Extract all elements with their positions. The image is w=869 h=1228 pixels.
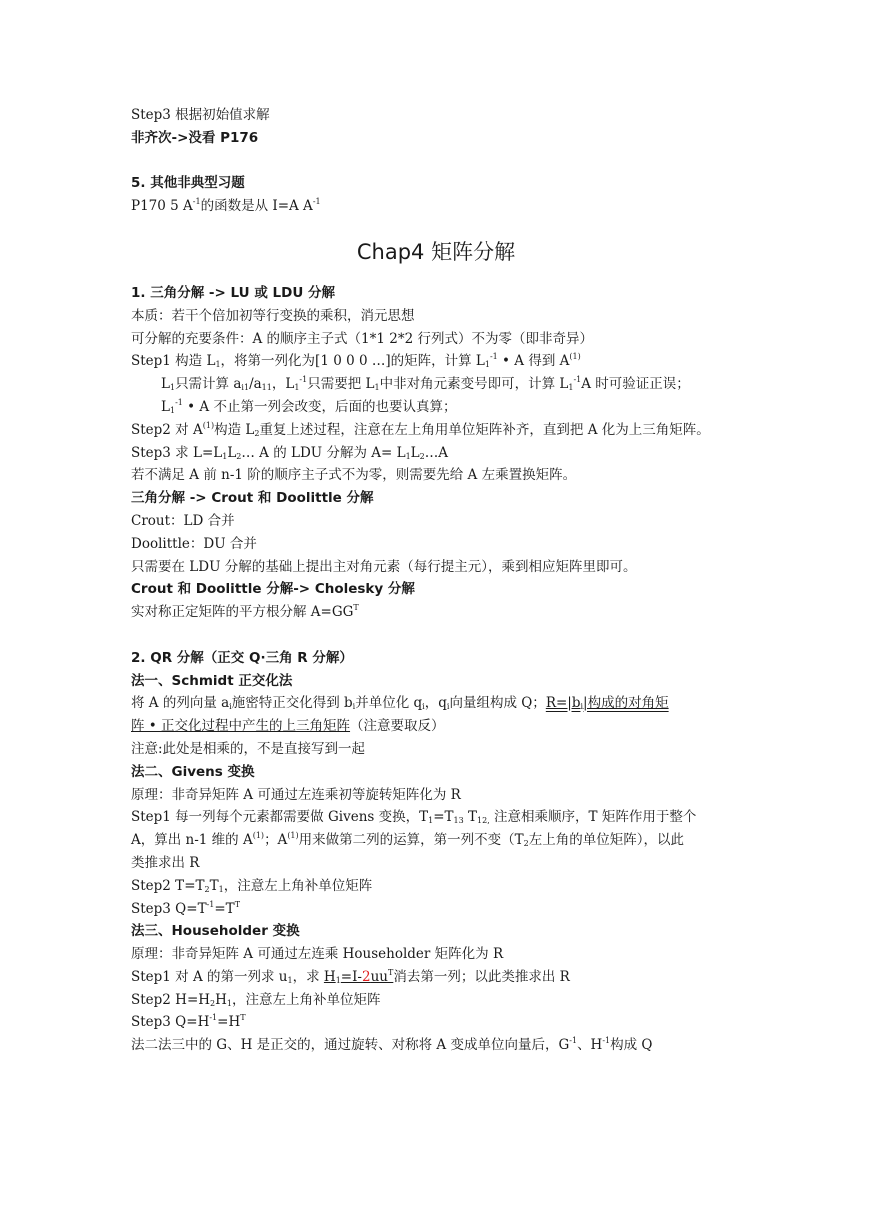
method2-step1-line1	[131, 806, 741, 829]
s1-step3	[131, 442, 741, 465]
subscript: 1	[568, 383, 574, 393]
spacer	[131, 150, 741, 173]
superscript: (1)	[287, 831, 299, 841]
subscript: 2	[254, 428, 260, 438]
text: Step2 对 A	[131, 421, 203, 438]
subscript: 1	[226, 998, 233, 1008]
method3-step3	[131, 1011, 741, 1034]
superscript: -1	[602, 1036, 611, 1046]
subscript: 1	[222, 451, 228, 461]
subscript: 1	[484, 360, 490, 370]
text: /a	[249, 376, 262, 393]
s1-note2	[131, 396, 741, 419]
superscript: T	[353, 603, 359, 613]
text: （注意要取反）	[350, 718, 445, 735]
superscript: -1	[299, 375, 308, 385]
text: 法二法三中的 G、H 是正交的，通过旋转、对称将 A 变成单位向量后，G	[131, 1037, 570, 1054]
superscript: -1	[209, 1013, 218, 1023]
subscript: 1	[294, 383, 300, 393]
text: 实对称正定矩阵的平方根分解 A=GG	[131, 604, 354, 621]
subscript: i	[422, 702, 425, 712]
document-page	[131, 104, 741, 1057]
text: ，将第一列化为[1 0 0 0 …]的矩阵，计算 L	[220, 353, 485, 370]
text: 、H	[577, 1037, 603, 1054]
s1-essence: 本质：若干个倍加初等行变换的乘积，消元思想	[131, 307, 415, 324]
crout-line: Crout：LD 合并	[131, 512, 235, 529]
subscript: 1	[335, 975, 341, 985]
text: Step2 H=H	[131, 991, 211, 1008]
text: ，q	[424, 695, 447, 712]
text: R=|b	[545, 695, 581, 712]
text: • A 不止第一列会改变，后面的也要认真算；	[182, 398, 457, 415]
text: ，注意左上角补单位矩阵	[232, 991, 381, 1008]
text: T	[463, 809, 478, 826]
text: L	[227, 444, 237, 461]
text: 用来做第二列的运算，第一列不变（T	[298, 832, 524, 849]
subscript: 13	[453, 816, 464, 826]
method2-step1-line2	[131, 829, 741, 852]
s2-heading: 2. QR 分解（正交 Q·三角 R 分解）	[131, 649, 353, 666]
text: H	[215, 991, 227, 1008]
text: H	[323, 968, 336, 985]
text: ，求	[292, 968, 324, 985]
subscript: i1	[241, 383, 250, 393]
text: • A 得到 A	[497, 353, 570, 370]
superscript: T	[240, 1013, 246, 1023]
s1-step1	[131, 350, 741, 373]
superscript: T	[234, 899, 241, 909]
section5-heading: 5. 其他非典型习题	[131, 175, 245, 192]
text: 构造 L	[214, 421, 255, 438]
superscript: (1)	[569, 352, 581, 362]
text: L	[410, 444, 420, 461]
subscript: 1	[169, 383, 176, 393]
text: =T	[214, 900, 235, 917]
text: 只需计算 a	[175, 376, 242, 393]
superscript: -1	[192, 197, 201, 207]
text: … A 的 LDU 分解为 A= L	[241, 444, 406, 461]
text: Step1 每一列每个元素都需要做 Givens 变换，T	[131, 809, 429, 826]
text: 向量组构成 Q；	[449, 695, 546, 712]
text: A，算出 n-1 维的 A	[131, 832, 253, 849]
summary-line	[131, 1034, 741, 1057]
text: Step1 构造 L	[131, 353, 216, 370]
text: 消去第一列；以此类推求出 R	[393, 968, 570, 985]
subscript: i	[352, 702, 356, 712]
superscript: (1)	[252, 831, 265, 841]
subscript: 1	[218, 884, 224, 894]
subscript: 2	[210, 998, 216, 1008]
s1-heading: 1. 三角分解 -> LU 或 LDU 分解	[131, 284, 335, 301]
subscript: 2	[523, 839, 529, 849]
s1-heading-cholesky: Crout 和 Doolittle 分解-> Cholesky 分解	[131, 581, 415, 598]
p170-line	[131, 195, 741, 218]
subscript: 1	[374, 383, 380, 393]
text: Step3 求 L=L	[131, 444, 223, 461]
method1-heading: 法一、Schmidt 正交化法	[131, 672, 293, 689]
spacer	[131, 624, 741, 647]
subscript: 1	[215, 360, 221, 370]
text: Step3 Q=T	[131, 900, 207, 917]
text: P170 5 A	[131, 198, 193, 215]
cholesky-line	[131, 601, 741, 624]
text: …A	[424, 444, 448, 461]
text: Step2 T=T	[131, 877, 205, 894]
method2-step2	[131, 875, 741, 898]
text: 构成 Q	[610, 1037, 653, 1054]
s1-condition: 可分解的充要条件：A 的顺序主子式（1*1 2*2 行列式）不为零（即非奇异）	[131, 330, 593, 347]
superscript: -1	[569, 1036, 578, 1046]
subscript: i	[580, 702, 584, 712]
ldu-extract-line: 只需要在 LDU 分解的基础上提出主对角元素（每行提主元），乘到相应矩阵里即可。	[131, 558, 637, 575]
text: L	[161, 376, 170, 393]
step3-initial-line: Step3 根据初始值求解	[131, 107, 270, 123]
householder-formula	[324, 969, 393, 985]
text: =T	[433, 809, 454, 826]
superscript: T	[387, 967, 394, 977]
superscript: -1	[573, 375, 582, 385]
underlined-text: 阵 • 正交化过程中产生的上三角矩阵	[131, 718, 351, 735]
subscript: 1	[428, 816, 434, 826]
text: uu	[370, 968, 388, 985]
text: 只需要把 L	[307, 376, 375, 393]
method2-step1-line3: 类推求出 R	[131, 854, 200, 871]
subscript: 2	[204, 884, 210, 894]
subscript: 2	[419, 451, 425, 461]
method3-step1	[131, 966, 741, 989]
method2-principle: 原理：非奇异矩阵 A 可通过左连乘初等旋转矩阵化为 R	[131, 786, 461, 803]
subscript: 1	[287, 975, 293, 985]
text: 中非对角元素变号即可，计算 L	[379, 376, 569, 393]
text: ；A	[264, 832, 288, 849]
subscript: 12,	[477, 816, 490, 826]
method3-principle: 原理：非奇异矩阵 A 可通过左连乘 Householder 矩阵化为 R	[131, 946, 504, 963]
text: 施密特正交化得到 b	[231, 695, 353, 712]
s1-note1	[131, 373, 741, 396]
text: Step1 对 A 的第一列求 u	[131, 968, 288, 985]
text: 重复上述过程，注意在左上角用单位矩阵补齐，直到把 A 化为上三角矩阵。	[259, 421, 710, 438]
text: Step3 Q=H	[131, 1014, 210, 1031]
text: A 时可验证正误；	[581, 376, 690, 393]
nonhomogeneous-line: 非齐次->没看 P176	[131, 129, 259, 146]
text: 注意相乘顺序，T 矩阵作用于整个	[489, 809, 697, 826]
superscript: -1	[175, 397, 183, 407]
text: 左上角的单位矩阵），以此	[528, 832, 685, 849]
s1-step2	[131, 419, 741, 442]
text: 的函数是从 I=A A	[200, 198, 313, 215]
text: |构成的对角矩	[583, 695, 669, 712]
superscript: -1	[206, 899, 215, 909]
s1-heading-crout: 三角分解 -> Crout 和 Doolittle 分解	[131, 490, 374, 507]
superscript: (1)	[202, 420, 215, 430]
text: L	[161, 398, 170, 415]
method3-heading: 法三、Householder 变换	[131, 923, 300, 940]
subscript: 1	[405, 451, 411, 461]
superscript: -1	[489, 352, 498, 362]
text: T	[209, 877, 219, 894]
highlight-coefficient: 2	[362, 968, 371, 985]
text: =I-	[340, 968, 362, 985]
text: ，注意左上角补单位矩阵	[223, 877, 373, 894]
subscript: i	[446, 702, 450, 712]
text: =H	[217, 1014, 241, 1031]
method2-step3	[131, 898, 741, 921]
subscript: 11	[261, 383, 272, 393]
doolittle-line: Doolittle：DU 合并	[131, 535, 257, 552]
chapter-title: Chap4 矩阵分解	[356, 239, 516, 264]
subscript: 1	[169, 405, 176, 415]
text: 将 A 的列向量 a	[131, 695, 230, 712]
method1-line2	[131, 715, 741, 738]
underlined-text	[546, 695, 669, 711]
method3-step2	[131, 989, 741, 1012]
method1-note: 注意:此处是相乘的，不是直接写到一起	[131, 740, 366, 757]
text: ，L	[271, 376, 295, 393]
superscript: -1	[312, 197, 321, 207]
text: 并单位化 q	[355, 695, 423, 712]
subscript: i	[229, 702, 232, 712]
method2-heading: 法二、Givens 变换	[131, 763, 255, 780]
s1-permutation-note: 若不满足 A 前 n-1 阶的顺序主子式不为零，则需要先给 A 左乘置换矩阵。	[131, 467, 577, 484]
subscript: 2	[236, 451, 242, 461]
method1-line1	[131, 692, 741, 715]
